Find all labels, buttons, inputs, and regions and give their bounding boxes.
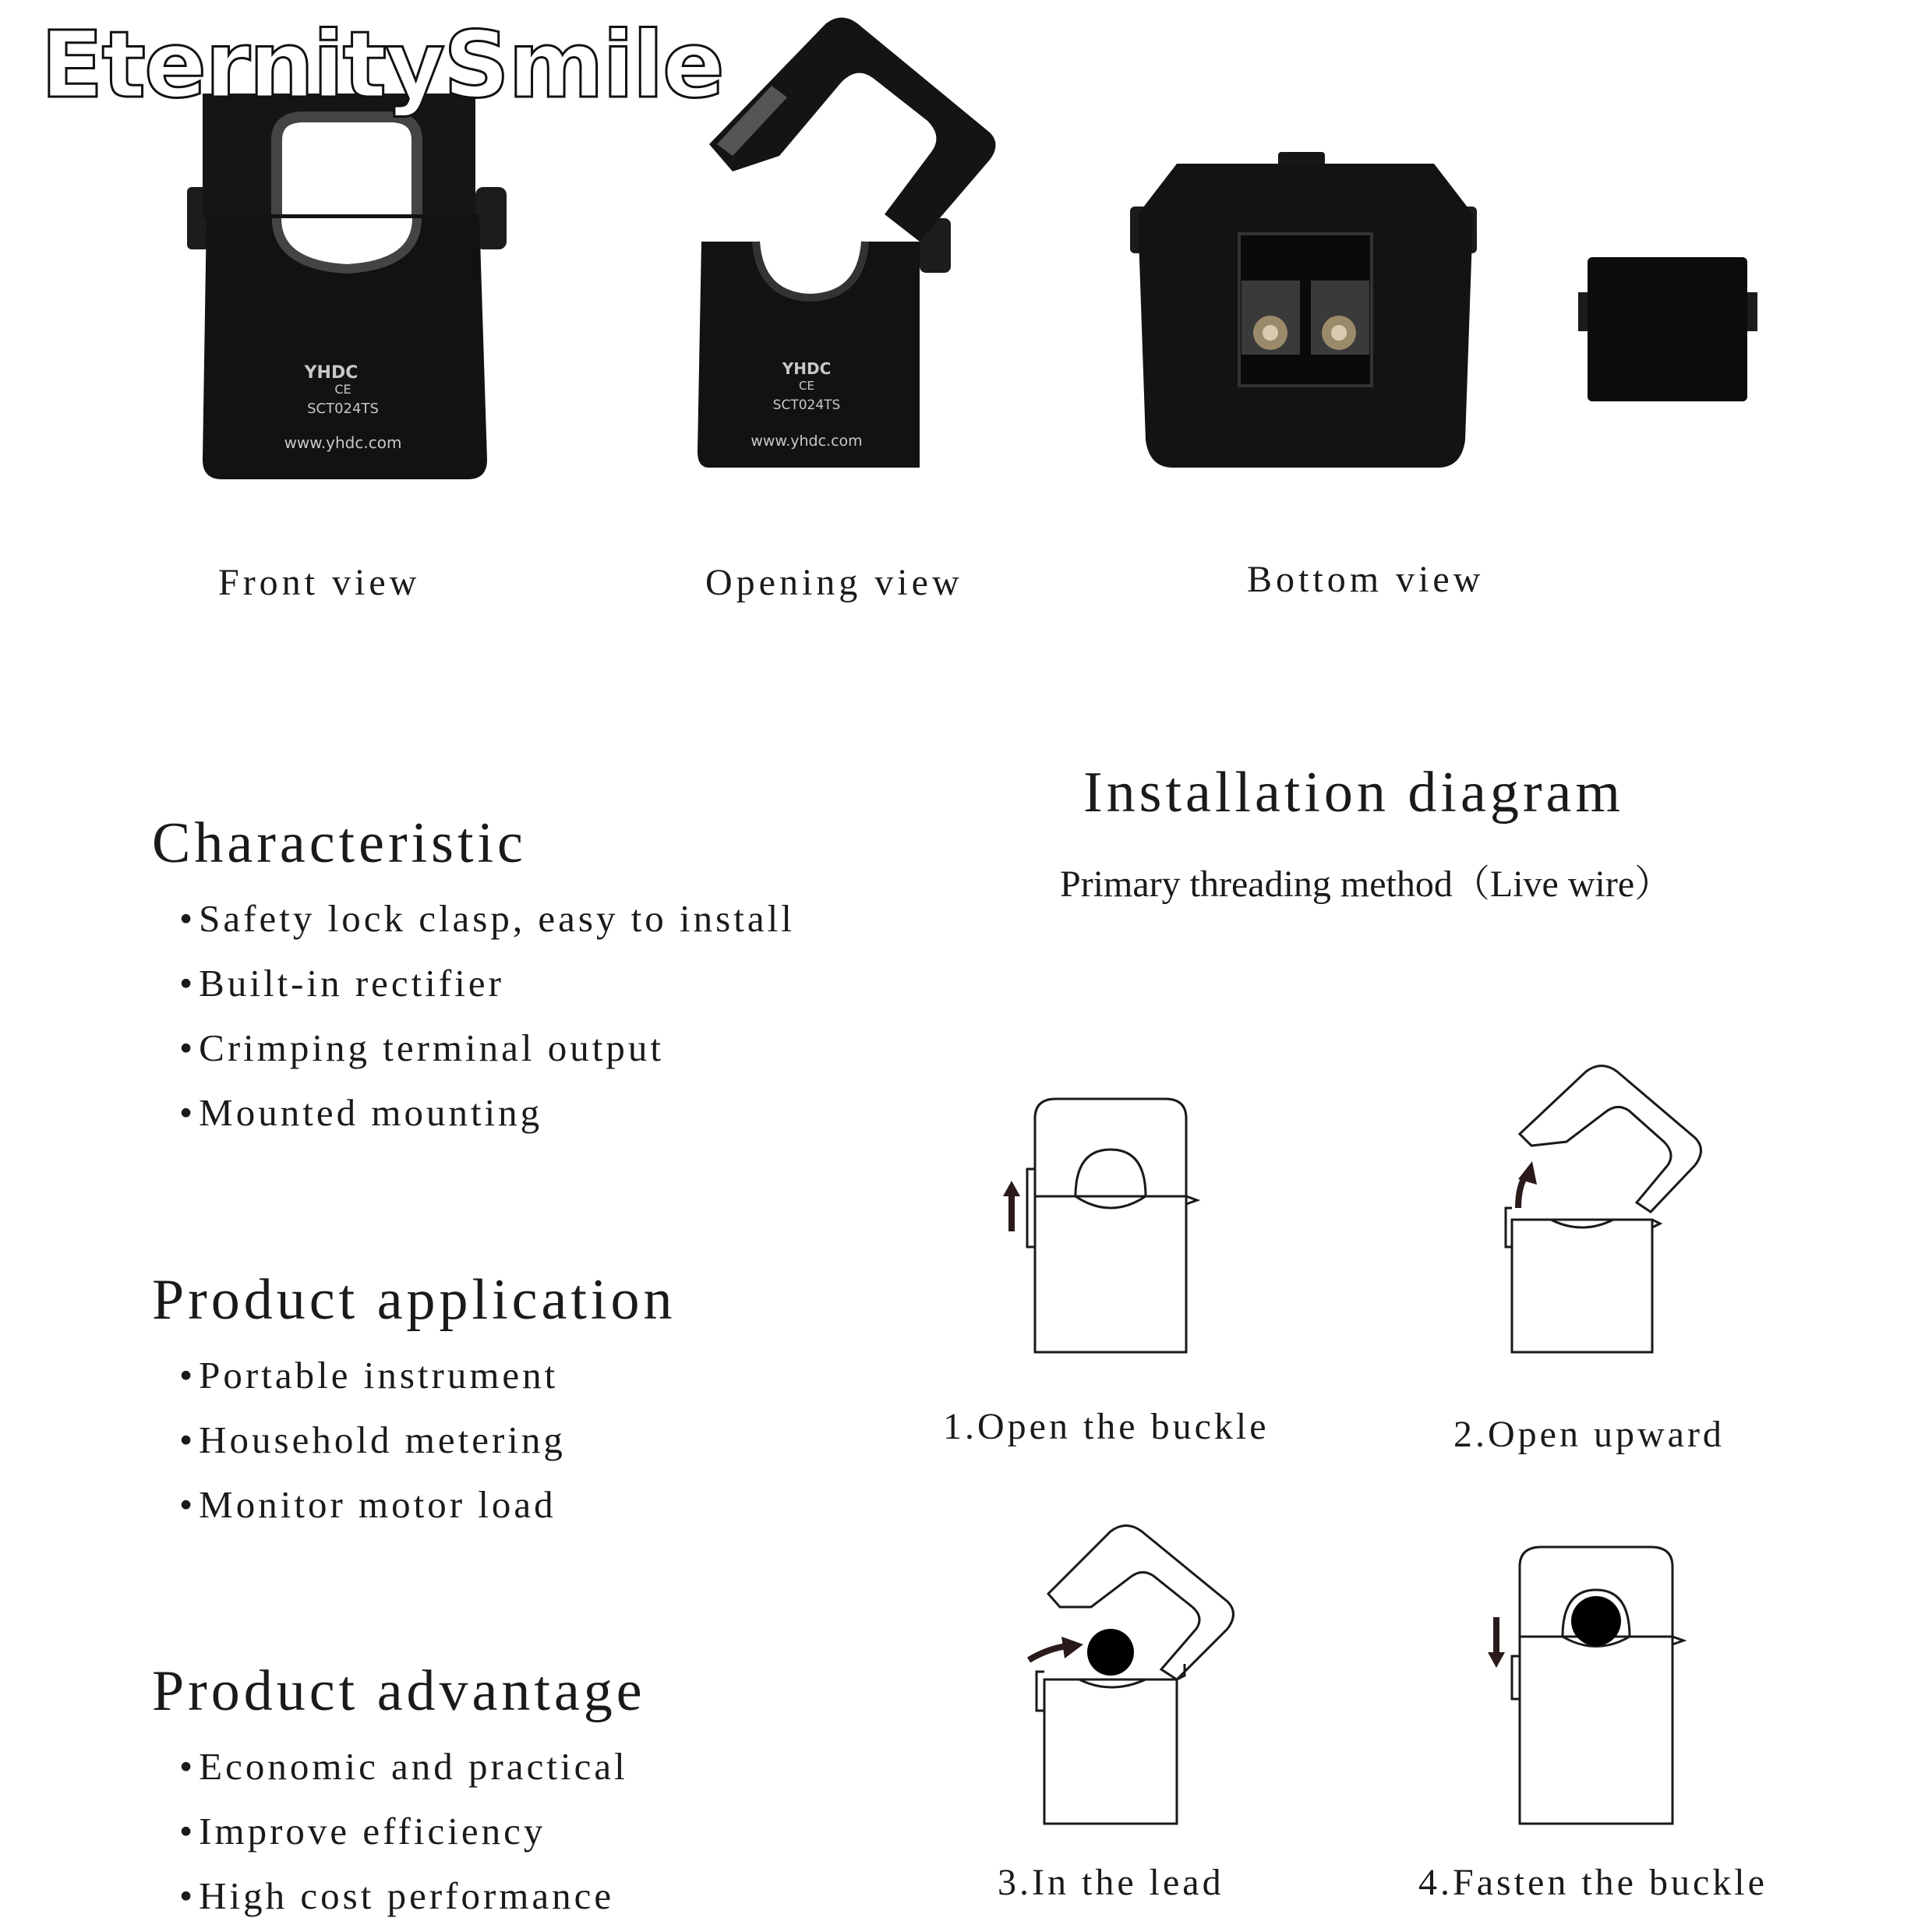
- step-number: 1.: [943, 1406, 977, 1447]
- bottom-view-photo: [1130, 152, 1481, 479]
- characteristic-item: • Mounted mounting: [179, 1090, 542, 1135]
- characteristic-item: • Safety lock clasp, easy to install: [179, 896, 795, 941]
- step-number: 2.: [1453, 1414, 1488, 1455]
- advantage-item: • Improve efficiency: [179, 1809, 546, 1853]
- step-2-caption: [1453, 1413, 1725, 1456]
- opening-view-photo: [686, 8, 1013, 491]
- application-item: • Household metering: [179, 1418, 566, 1462]
- step-4-diagram: [1473, 1543, 1722, 1831]
- installation-subtitle: Primary threading method（Live wire）: [1060, 864, 1672, 905]
- bottom-view-caption: Bottom view: [1247, 559, 1485, 600]
- device-ce: CE: [799, 379, 814, 393]
- advantage-title: Product advantage: [152, 1659, 646, 1723]
- step-1-diagram: [982, 1095, 1216, 1360]
- step-label: Open the buckle: [977, 1406, 1270, 1447]
- application-title: Product application: [152, 1268, 676, 1332]
- application-item: • Monitor motor load: [179, 1482, 556, 1527]
- opening-view-caption: Opening view: [705, 562, 963, 603]
- watermark: EternitySmile: [41, 11, 723, 118]
- step-number: 4.: [1418, 1862, 1453, 1903]
- step-1-caption: [943, 1405, 1270, 1448]
- advantage-item: • Economic and practical: [179, 1744, 628, 1789]
- device-model: SCT024TS: [772, 397, 841, 413]
- device-model: SCT024TS: [307, 401, 379, 417]
- step-3-caption: [998, 1861, 1224, 1904]
- step-3-diagram: [1005, 1520, 1255, 1831]
- front-view-photo: [187, 86, 514, 491]
- step-number: 3.: [998, 1862, 1032, 1903]
- step-label: Open upward: [1488, 1414, 1725, 1455]
- device-brand: YHDC: [304, 363, 358, 383]
- step-label: Fasten the buckle: [1453, 1862, 1768, 1903]
- front-view-caption: Front view: [218, 562, 421, 603]
- device-website: www.yhdc.com: [751, 433, 863, 450]
- device-brand: YHDC: [782, 359, 832, 378]
- step-label: In the lead: [1032, 1862, 1224, 1903]
- advantage-item: • High cost performance: [179, 1874, 614, 1918]
- device-website: www.yhdc.com: [284, 433, 402, 452]
- characteristic-item: • Crimping terminal output: [179, 1026, 664, 1070]
- device-ce: CE: [334, 382, 351, 397]
- step-4-caption: [1418, 1861, 1768, 1904]
- installation-title: Installation diagram: [1083, 761, 1624, 825]
- characteristic-item: • Built-in rectifier: [179, 961, 504, 1005]
- terminal-cover-photo: [1578, 253, 1757, 405]
- application-item: • Portable instrument: [179, 1353, 558, 1397]
- step-2-diagram: [1481, 1056, 1730, 1360]
- characteristic-title: Characteristic: [152, 811, 527, 875]
